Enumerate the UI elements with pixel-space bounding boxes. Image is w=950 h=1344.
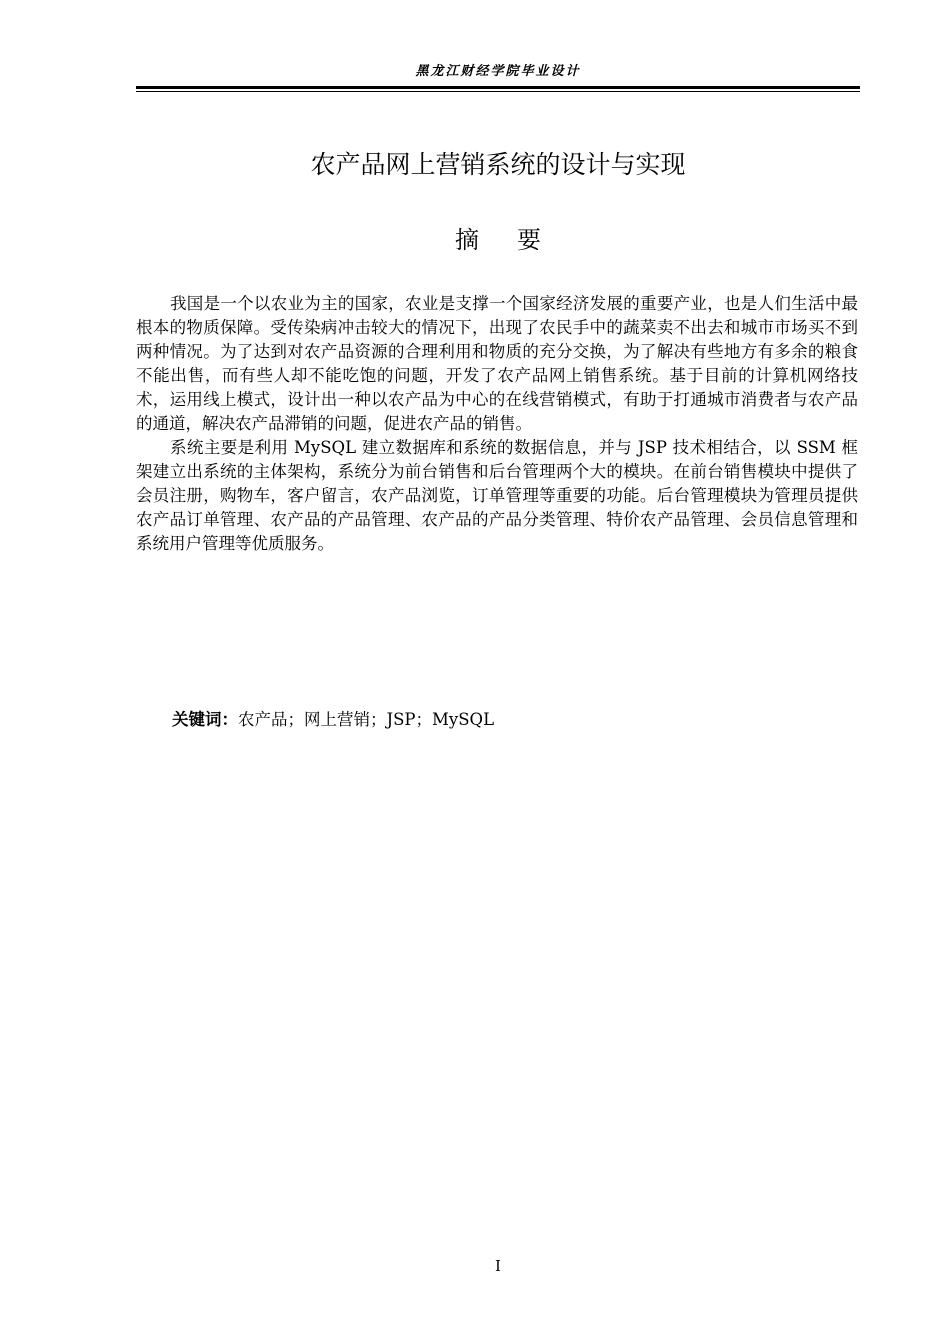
keywords-line: [172, 708, 494, 732]
page-number: I: [495, 1257, 501, 1275]
keywords-value: 农产品；网上营销；JSP；MySQL: [238, 710, 495, 729]
document-title: 农产品网上营销系统的设计与实现: [310, 150, 686, 179]
abstract-paragraph-1: 我国是一个以农业为主的国家，农业是支撑一个国家经济发展的重要产业，也是人们生活中最根本的物质保障。受传染病冲击较大的情况下，出现了农民手中的蔬菜卖不出去和城市市场买不到两种情况。为了达到对农产品资源的合理利用和物质的充分交换，为了解决有些地方有多余的粮食不能出售，而有些人却不能吃饱的问题，开发了农产品网上销售系统。基于目前的计算机网络技术，运用线上模式，设计出一种以农产品为中心的在线营销模式，有助于打通城市消费者与农产品的通道，解决农产品滞销的问题，促进农产品的销售。: [136, 294, 858, 433]
header-rule-thick: [136, 86, 860, 89]
abstract-paragraph-2: 系统主要是利用 MySQL 建立数据库和系统的数据信息，并与 JSP 技术相结合，以 SSM 框架建立出系统的主体架构，系统分为前台销售和后台管理两个大的模块。在前台销售模块中提供了会员注册，购物车，客户留言，农产品浏览，订单管理等重要的功能。后台管理模块为管理员提供农产品订单管理、农产品的产品管理、农产品的产品分类管理、特价农产品管理、会员信息管理和系统用户管理等优质服务。: [136, 438, 858, 553]
abstract-body: [136, 292, 858, 556]
keywords-label: 关键词：: [172, 710, 238, 729]
header-rule-thin: [136, 91, 860, 92]
abstract-heading: 摘要: [455, 226, 579, 254]
running-header: 黑龙江财经学院毕业设计: [415, 64, 581, 79]
